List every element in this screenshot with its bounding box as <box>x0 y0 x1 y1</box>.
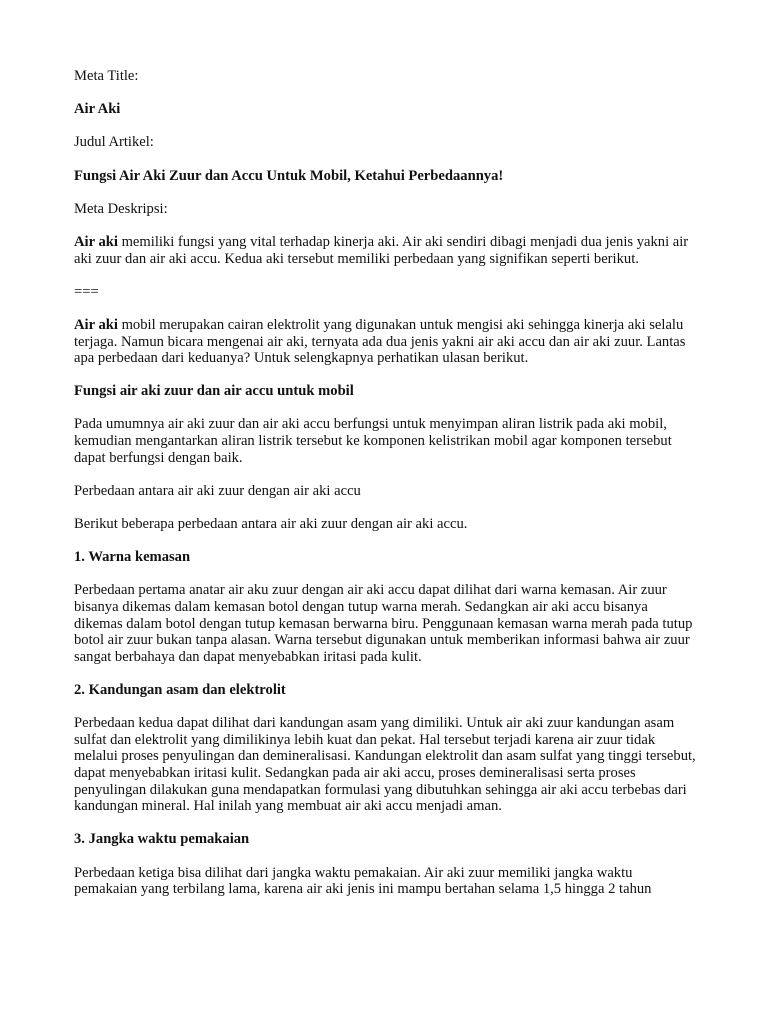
intro-text: mobil merupakan cairan elektrolit yang digunakan untuk mengisi aki sehingga kinerja aki selalu terjaga. Namun bicara mengenai air aki, ternyata ada dua jenis yakni air aki accu dan air aki zuur. Lantas apa perbedaan dari keduanya? Untuk selengkapnya perhatikan ulasan berikut. <box>74 316 686 367</box>
meta-title: Air Aki <box>74 101 121 118</box>
meta-description <box>74 234 696 267</box>
section1-heading: Fungsi air aki zuur dan air accu untuk mobil <box>74 383 354 400</box>
meta-title-label: Meta Title: <box>74 68 139 84</box>
separator: === <box>74 283 99 300</box>
meta-description-keyword: Air aki <box>74 233 118 250</box>
point1-paragraph: Perbedaan pertama anatar air aku zuur dengan air aki accu dapat dilihat dari warna kemasan. Air zuur bisanya dikemas dalam kemasan botol dengan tutup warna merah. Sedangkan air aki accu bisanya dikemas dalam botol dengan tutup kemasan berwarna biru. Penggunaan kemasan warna merah pada tutup botol air zuur bukan tanpa alasan. Warna tersebut digunakan untuk memberikan informasi bahwa air zuur sangat berbahaya dan dapat menyebabkan iritasi pada kulit. <box>74 582 693 665</box>
article-title: Fungsi Air Aki Zuur dan Accu Untuk Mobil, Ketahui Perbedaannya! <box>74 167 504 184</box>
section1-paragraph: Pada umumnya air aki zuur dan air aki accu berfungsi untuk menyimpan aliran listrik pada aki mobil, kemudian mengantarkan aliran listrik tersebut ke komponen kelistrikan mobil agar komponen tersebut dapat berfungsi dengan baik. <box>74 416 672 466</box>
point1-heading: 1. Warna kemasan <box>74 549 191 566</box>
point3-heading: 3. Jangka waktu pemakaian <box>74 831 250 848</box>
section2-intro: Berikut beberapa perbedaan antara air aki zuur dengan air aki accu. <box>74 516 468 533</box>
document-page <box>74 68 696 914</box>
intro-keyword: Air aki <box>74 316 118 333</box>
meta-description-text: memiliki fungsi yang vital terhadap kinerja aki. Air aki sendiri dibagi menjadi dua jenis yakni air aki zuur dan air aki accu. Kedua aki tersebut memiliki perbedaan yang signifikan seperti berikut. <box>74 233 689 267</box>
meta-description-label: Meta Deskripsi: <box>74 200 168 217</box>
point2-paragraph: Perbedaan kedua dapat dilihat dari kandungan asam yang dimiliki. Untuk air aki zuur kandungan asam sulfat dan elektrolit yang dimilikinya lebih kuat dan pekat. Hal tersebut terjadi karena air zuur tidak melalui proses penyulingan dan demineralisasi. Kandungan elektrolit dan asam sulfat yang tinggi tersebut, dapat menyebabkan iritasi kulit. Sedangkan pada air aki accu, proses demineralisasi serta proses penyulingan dilakukan guna mendapatkan formulasi yang dibutuhkan sehingga air aki accu terbebas dari kandungan mineral. Hal inilah yang membuat air aki accu menjadi aman. <box>74 715 696 815</box>
section2-subtitle: Perbedaan antara air aki zuur dengan air aki accu <box>74 482 361 499</box>
point2-heading: 2. Kandungan asam dan elektrolit <box>74 681 286 698</box>
point3-paragraph: Perbedaan ketiga bisa dilihat dari jangka waktu pemakaian. Air aki zuur memiliki jangka waktu pemakaian yang terbilang lama, karena air aki jenis ini mampu bertahan selama 1,5 hingga 2 tahun <box>74 864 652 898</box>
article-title-label: Judul Artikel: <box>74 134 154 151</box>
intro-paragraph <box>74 317 696 367</box>
